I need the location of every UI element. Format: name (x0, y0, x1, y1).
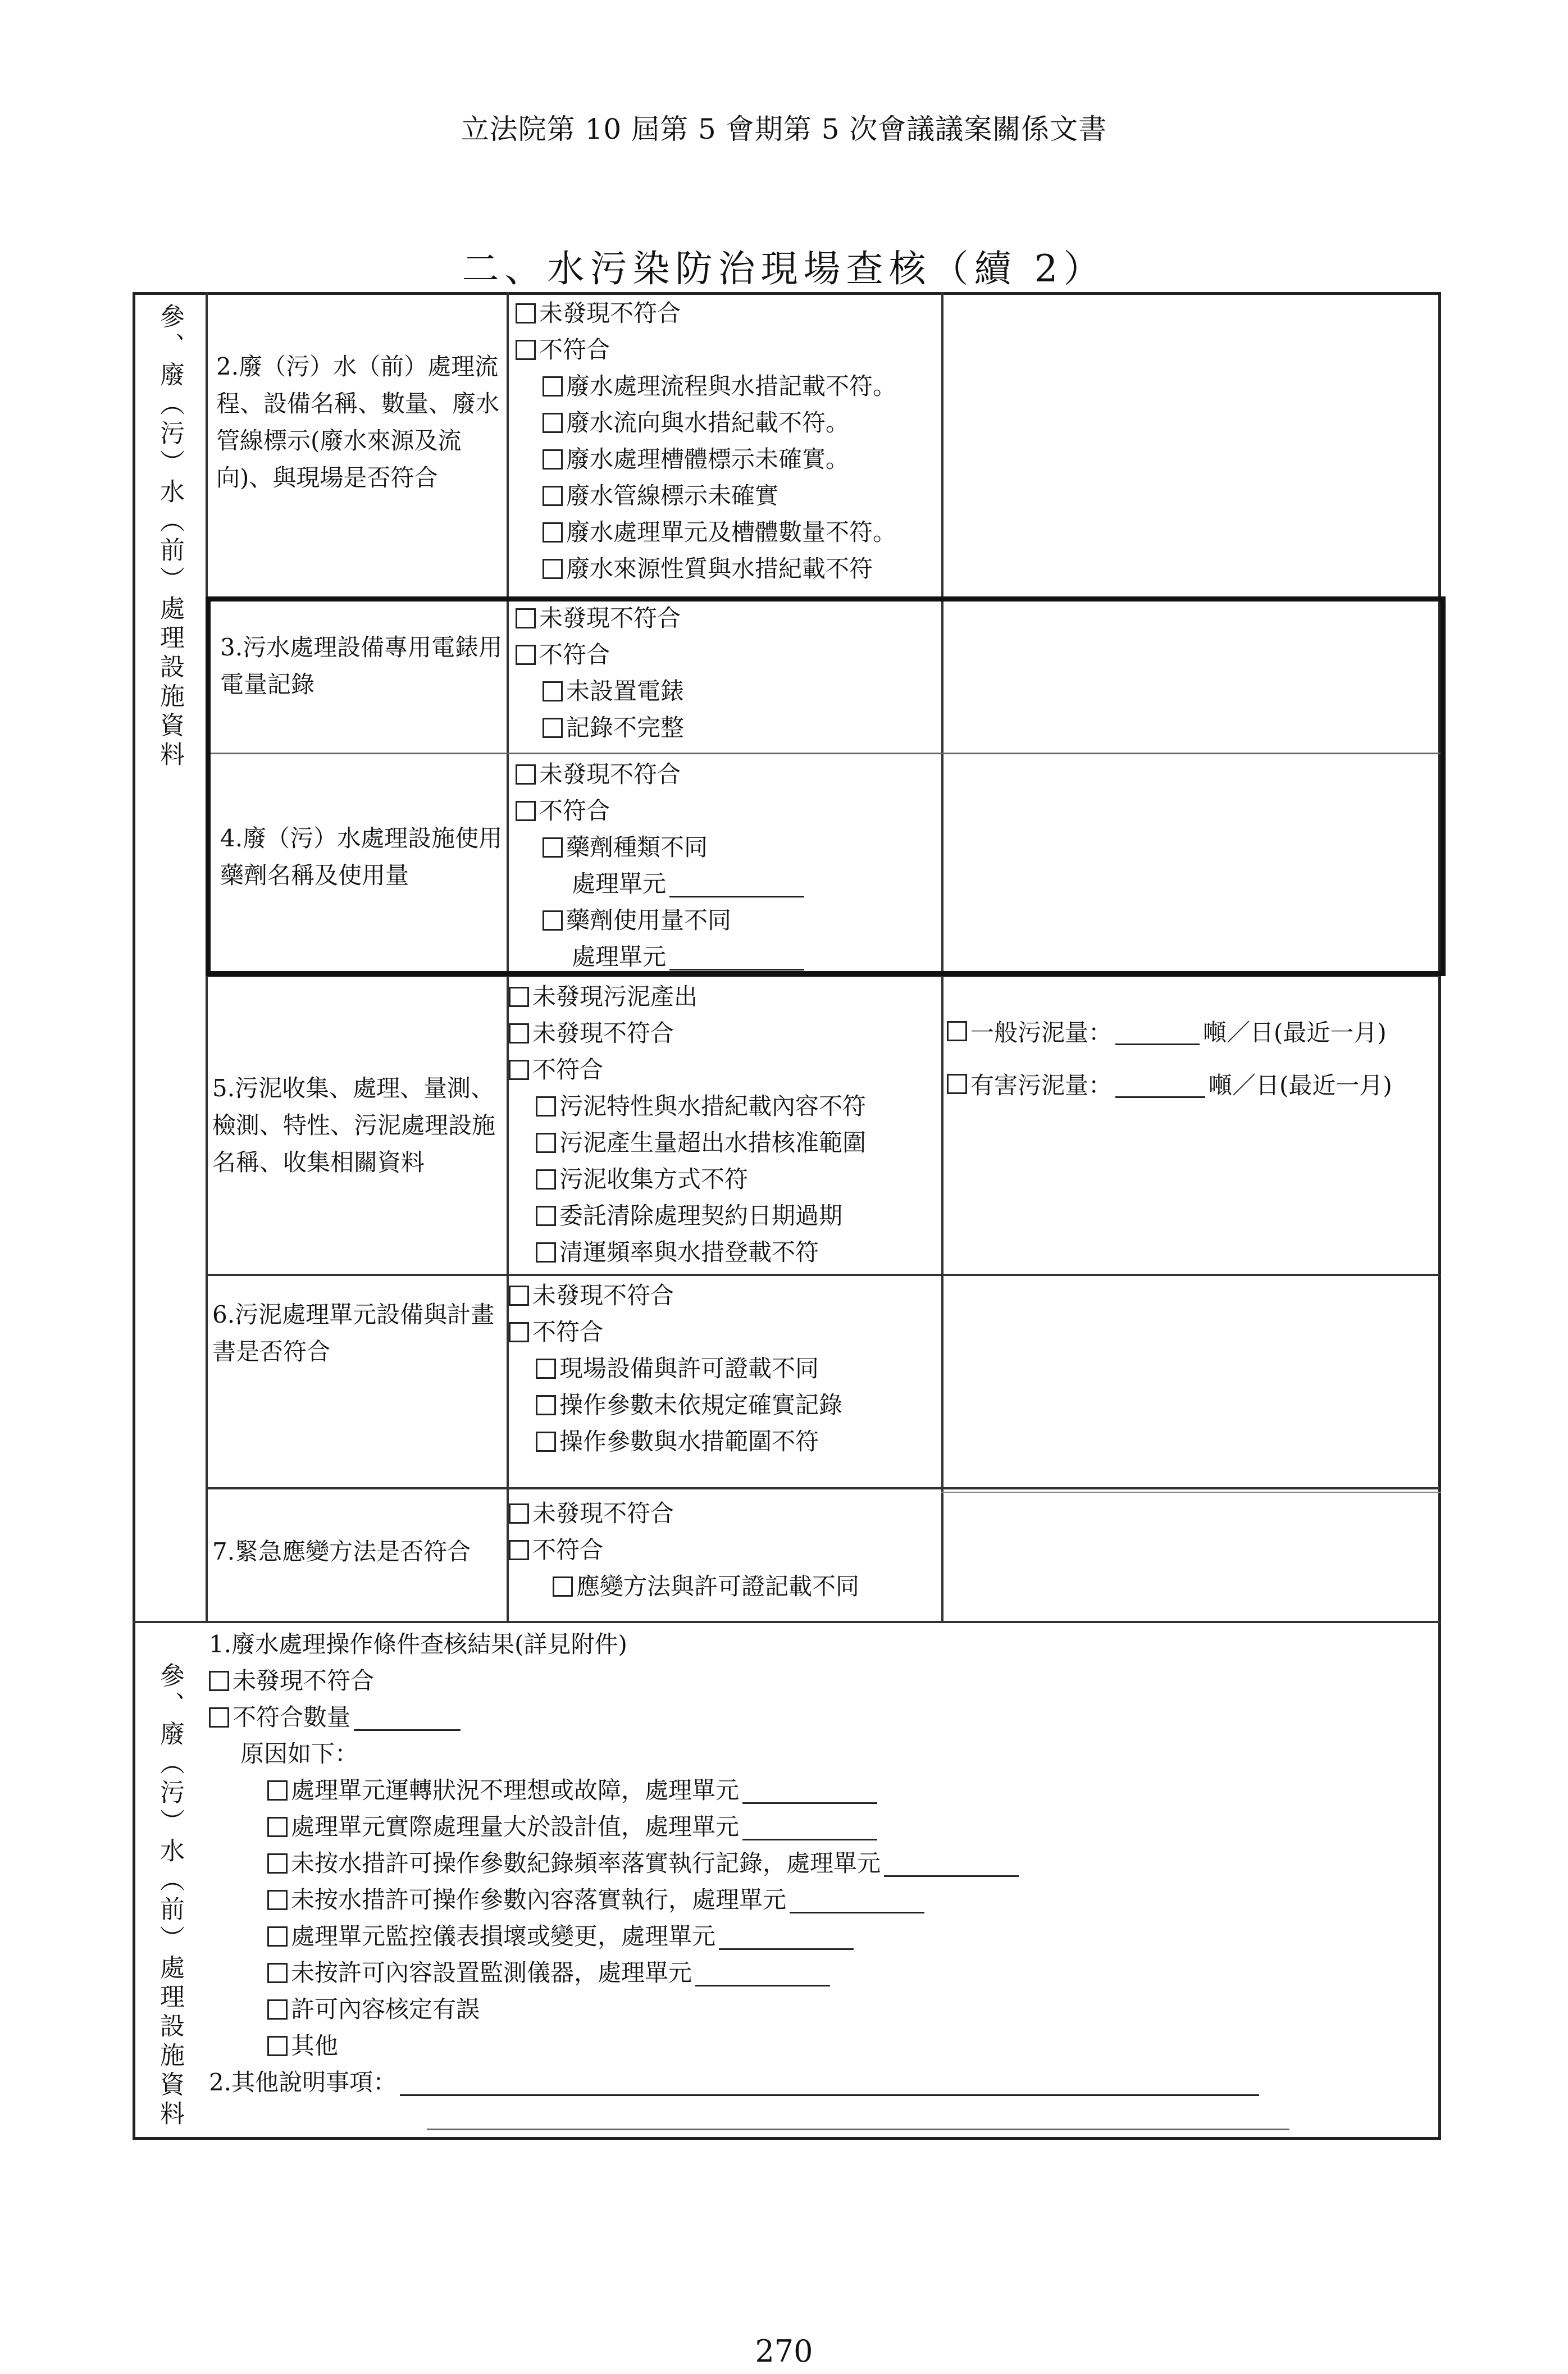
item-5-label: 5.污泥收集、處理、量測、檢測、特性、污泥處理設施名稱、收集相關資料 (212, 1074, 496, 1176)
option-row[interactable]: 操作參數未依規定確實記錄 (509, 1387, 842, 1423)
checkbox[interactable] (516, 801, 536, 821)
unit-row: 處理單元 (516, 865, 808, 902)
checkbox[interactable] (267, 1890, 288, 1910)
checkbox[interactable] (267, 1853, 288, 1874)
page-number: 270 (755, 2334, 813, 2369)
notes-blank-line (427, 2129, 1289, 2130)
option-row[interactable]: 未發現不符合 (509, 1495, 859, 1532)
reason-row[interactable]: 未按水措許可操作參數紀錄頻率落實執行記錄，處理單元 (209, 1845, 1262, 1881)
checkbox[interactable] (516, 340, 536, 360)
summary-line-1: 1.廢水處理操作條件查核結果(詳見附件) (209, 1630, 627, 1658)
grid-line (206, 1274, 1441, 1276)
option-row[interactable]: 不符合 (509, 1314, 842, 1350)
option-row[interactable]: 委託清除處理契約日期過期 (509, 1197, 866, 1234)
option-row[interactable]: 未發現污泥產出 (509, 978, 866, 1015)
checkbox[interactable] (267, 1999, 288, 2020)
checkbox[interactable] (543, 837, 563, 858)
item-2-options (516, 295, 896, 587)
checkbox[interactable] (536, 1206, 556, 1226)
item-5-options (509, 978, 866, 1270)
section-title: 二、水污染防治現場查核（續 2） (462, 247, 1106, 290)
document-header: 立法院第 10 屆第 5 會期第 5 次會議議案關係文書 (461, 113, 1107, 145)
checkbox[interactable] (516, 303, 536, 323)
checkbox[interactable] (543, 449, 563, 470)
option-row[interactable]: 污泥產生量超出水措核准範圍 (509, 1124, 866, 1161)
checkbox[interactable] (543, 681, 563, 701)
option-row[interactable]: 不符合 (516, 331, 896, 368)
option-row[interactable]: 清運頻率與水措登載不符 (509, 1234, 866, 1270)
checkbox[interactable] (947, 1021, 967, 1041)
hazard-sludge-blank[interactable] (1115, 1070, 1205, 1098)
checkbox[interactable] (267, 1926, 288, 1947)
checkbox[interactable] (543, 376, 563, 397)
unit-row: 處理單元 (516, 938, 808, 975)
reasons-label: 原因如下： (240, 1740, 359, 1767)
option-row[interactable]: 藥劑種類不同 (516, 829, 808, 865)
checkbox[interactable] (516, 764, 536, 785)
checkbox[interactable] (536, 1359, 556, 1379)
checkbox[interactable] (209, 1707, 229, 1728)
notes-blank[interactable] (400, 2068, 1259, 2096)
checkbox[interactable] (509, 1540, 529, 1560)
option-row[interactable]: 記錄不完整 (516, 709, 684, 746)
hazard-sludge-row: 有害污泥量： 噸／日(最近一月) (947, 1067, 1392, 1101)
option-row[interactable]: 未發現不符合 (516, 295, 896, 331)
reason-row[interactable]: 未按水措許可操作參數內容落實執行，處理單元 (209, 1881, 1262, 1918)
checkbox[interactable] (543, 522, 563, 543)
checkbox[interactable] (536, 1395, 556, 1415)
summary-no-issue[interactable]: 未發現不符合 (209, 1662, 1262, 1699)
checkbox[interactable] (267, 1963, 288, 1983)
checkbox[interactable] (267, 2036, 288, 2056)
checkbox[interactable] (267, 1817, 288, 1837)
option-row[interactable]: 不符合 (509, 1051, 866, 1088)
item-4-label: 4.廢（污）水處理設施使用藥劑名稱及使用量 (220, 824, 503, 889)
item-3-label: 3.污水處理設備專用電錶用電量記錄 (220, 634, 503, 698)
item-4-options (516, 756, 808, 975)
checkbox[interactable] (947, 1074, 967, 1094)
option-row[interactable]: 未發現不符合 (516, 756, 808, 792)
summary-section (209, 1626, 1262, 2100)
checkbox[interactable] (553, 1576, 573, 1597)
reason-row[interactable]: 處理單元運轉狀況不理想或故障，處理單元 (209, 1772, 1262, 1808)
checkbox[interactable] (536, 1133, 556, 1153)
section-label-2: 參、廢（污）水（前）處理設施資料 (156, 1662, 184, 2130)
checkbox[interactable] (543, 910, 563, 931)
option-row[interactable]: 操作參數與水措範圍不符 (509, 1423, 842, 1460)
option-row[interactable]: 不符合 (516, 636, 684, 673)
option-row[interactable]: 不符合 (516, 792, 808, 829)
checkbox[interactable] (509, 1060, 529, 1080)
reason-row[interactable]: 未按許可內容設置監測儀器，處理單元 (209, 1954, 1262, 1991)
reason-row[interactable]: 其他 (209, 2027, 1262, 2064)
other-notes-row: 2.其他說明事項： (209, 2064, 1262, 2100)
checkbox[interactable] (509, 1503, 529, 1524)
item-2-label: 2.廢（污）水（前）處理流程、設備名稱、數量、廢水管線標示(廢水來源及流向)、與現場是否符合 (216, 353, 500, 491)
reason-row[interactable]: 處理單元監控儀表損壞或變更，處理單元 (209, 1918, 1262, 1954)
checkbox[interactable] (509, 1286, 529, 1306)
unit-blank[interactable] (695, 1959, 830, 1986)
unit-blank[interactable] (884, 1849, 1019, 1877)
item-7-label: 7.緊急應變方法是否符合 (212, 1538, 471, 1565)
option-row[interactable]: 藥劑使用量不同 (516, 902, 808, 938)
checkbox[interactable] (536, 1169, 556, 1190)
unit-blank[interactable] (719, 1922, 854, 1950)
option-row[interactable]: 應變方法與許可證記載不同 (509, 1568, 859, 1605)
reason-row[interactable]: 許可內容核定有誤 (209, 1991, 1262, 2027)
grid-line (941, 1492, 1441, 1493)
count-blank[interactable] (354, 1703, 461, 1731)
unit-blank[interactable] (669, 870, 804, 897)
section-label: 參、廢（污）水（前）處理設施資料 (156, 303, 184, 771)
unit-blank[interactable] (742, 1813, 877, 1840)
item-3-options (516, 600, 684, 746)
checkbox[interactable] (536, 1432, 556, 1452)
option-row[interactable]: 廢水管線標示未確實 (516, 477, 896, 514)
reason-row[interactable]: 處理單元實際處理量大於設計值，處理單元 (209, 1808, 1262, 1845)
checkbox[interactable] (267, 1780, 288, 1801)
option-row[interactable]: 未設置電錶 (516, 673, 684, 709)
checkbox[interactable] (516, 608, 536, 628)
general-sludge-blank[interactable] (1115, 1018, 1200, 1045)
checkbox[interactable] (543, 559, 563, 579)
checkbox[interactable] (509, 1322, 529, 1342)
grid-line (133, 1621, 1441, 1623)
item-6-label: 6.污泥處理單元設備與計畫書是否符合 (212, 1301, 495, 1365)
option-row[interactable]: 未發現不符合 (509, 1277, 842, 1314)
option-row[interactable]: 未發現不符合 (509, 1015, 866, 1051)
option-row[interactable]: 污泥收集方式不符 (509, 1161, 866, 1197)
checkbox[interactable] (536, 1096, 556, 1117)
checkbox[interactable] (516, 645, 536, 665)
unit-blank[interactable] (790, 1886, 924, 1913)
checkbox[interactable] (209, 1671, 229, 1691)
option-row[interactable]: 廢水處理單元及槽體數量不符。 (516, 514, 896, 550)
option-row[interactable]: 不符合 (509, 1532, 859, 1568)
option-row[interactable]: 廢水處理槽體標示未確實。 (516, 441, 896, 477)
unit-blank[interactable] (742, 1776, 877, 1804)
option-row[interactable]: 廢水來源性質與水措紀載不符 (516, 550, 896, 587)
checkbox[interactable] (536, 1242, 556, 1263)
option-row[interactable]: 未發現不符合 (516, 600, 684, 636)
general-sludge-row: 一般污泥量： 噸／日(最近一月) (947, 1014, 1387, 1048)
option-row[interactable]: 廢水處理流程與水措記載不符。 (516, 368, 896, 404)
checkbox[interactable] (509, 987, 529, 1007)
summary-noncompliant[interactable]: 不符合數量 (209, 1699, 1262, 1735)
option-row[interactable]: 現場設備與許可證載不同 (509, 1350, 842, 1387)
unit-blank[interactable] (669, 943, 804, 970)
item-6-options (509, 1277, 842, 1460)
checkbox[interactable] (543, 486, 563, 506)
grid-line (206, 1487, 1441, 1489)
checkbox[interactable] (543, 413, 563, 433)
option-row[interactable]: 廢水流向與水措紀載不符。 (516, 404, 896, 441)
checkbox[interactable] (509, 1023, 529, 1044)
option-row[interactable]: 污泥特性與水措紀載內容不符 (509, 1088, 866, 1124)
item-7-options (509, 1495, 859, 1605)
checkbox[interactable] (543, 718, 563, 738)
